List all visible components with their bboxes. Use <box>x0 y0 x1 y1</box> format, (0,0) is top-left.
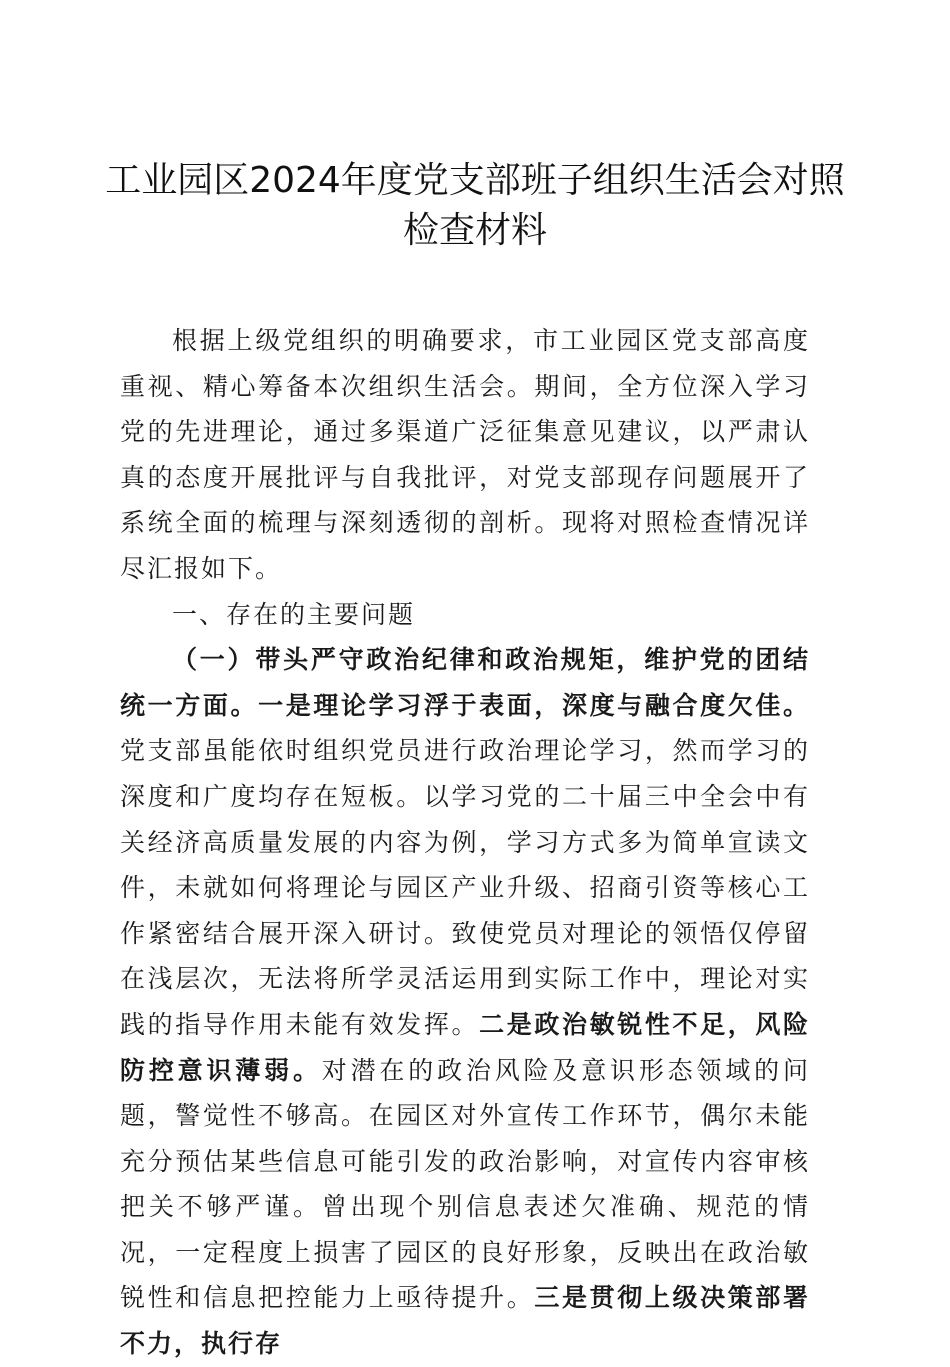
document-body <box>120 318 810 1367</box>
point-text-1: 党支部虽能依时组织党员进行政治理论学习，然而学习的深度和广度均存在短板。以学习党的二十届三中全会中有关经济高质量发展的内容为例，学习方式多为简单宣读文件，未就如何将理论与园区产业升级、招商引资等核心工作紧密结合展开深入研讨。致使党员对理论的领悟仅停留在浅层次，无法将所学灵活运用到实际工作中，理论对实践的指导作用未能有效发挥。 <box>120 736 810 1039</box>
document-title: 工业园区2024年度党支部班子组织生活会对照检查材料 <box>105 160 845 251</box>
intro-paragraph: 根据上级党组织的明确要求，市工业园区党支部高度重视、精心筹备本次组织生活会。期间，全方位深入学习党的先进理论，通过多渠道广泛征集意见建议，以严肃认真的态度开展批评与自我批评，对党支部现存问题展开了系统全面的梳理与深刻透彻的剖析。现将对照检查情况详尽汇报如下。 <box>120 326 810 583</box>
point-heading-2: 二是政治敏锐性不足，风险防控意识薄弱。 <box>120 1009 810 1085</box>
point-text-2: 对潜在的政治风险及意识形态领域的问题，警觉性不够高。在园区对外宣传工作环节，偶尔未能充分预估某些信息可能引发的政治影响，对宣传内容审核把关不够严谨。曾出现个别信息表述欠准确、规范的情况，一定程度上损害了园区的良好形象，反映出在政治敏锐性和信息把控能力上亟待提升。 <box>120 1055 810 1313</box>
point-heading-3: 三是贯彻上级决策部署不力，执行存 <box>120 1283 810 1359</box>
section-heading: 一、存在的主要问题 <box>172 599 416 629</box>
point-heading-1: 一是理论学习浮于表面，深度与融合度欠佳。 <box>258 690 810 720</box>
subsection-heading: （一）带头严守政治纪律和政治规矩，维护党的团结统一方面。 <box>120 645 810 720</box>
problem-paragraph <box>120 637 810 1367</box>
